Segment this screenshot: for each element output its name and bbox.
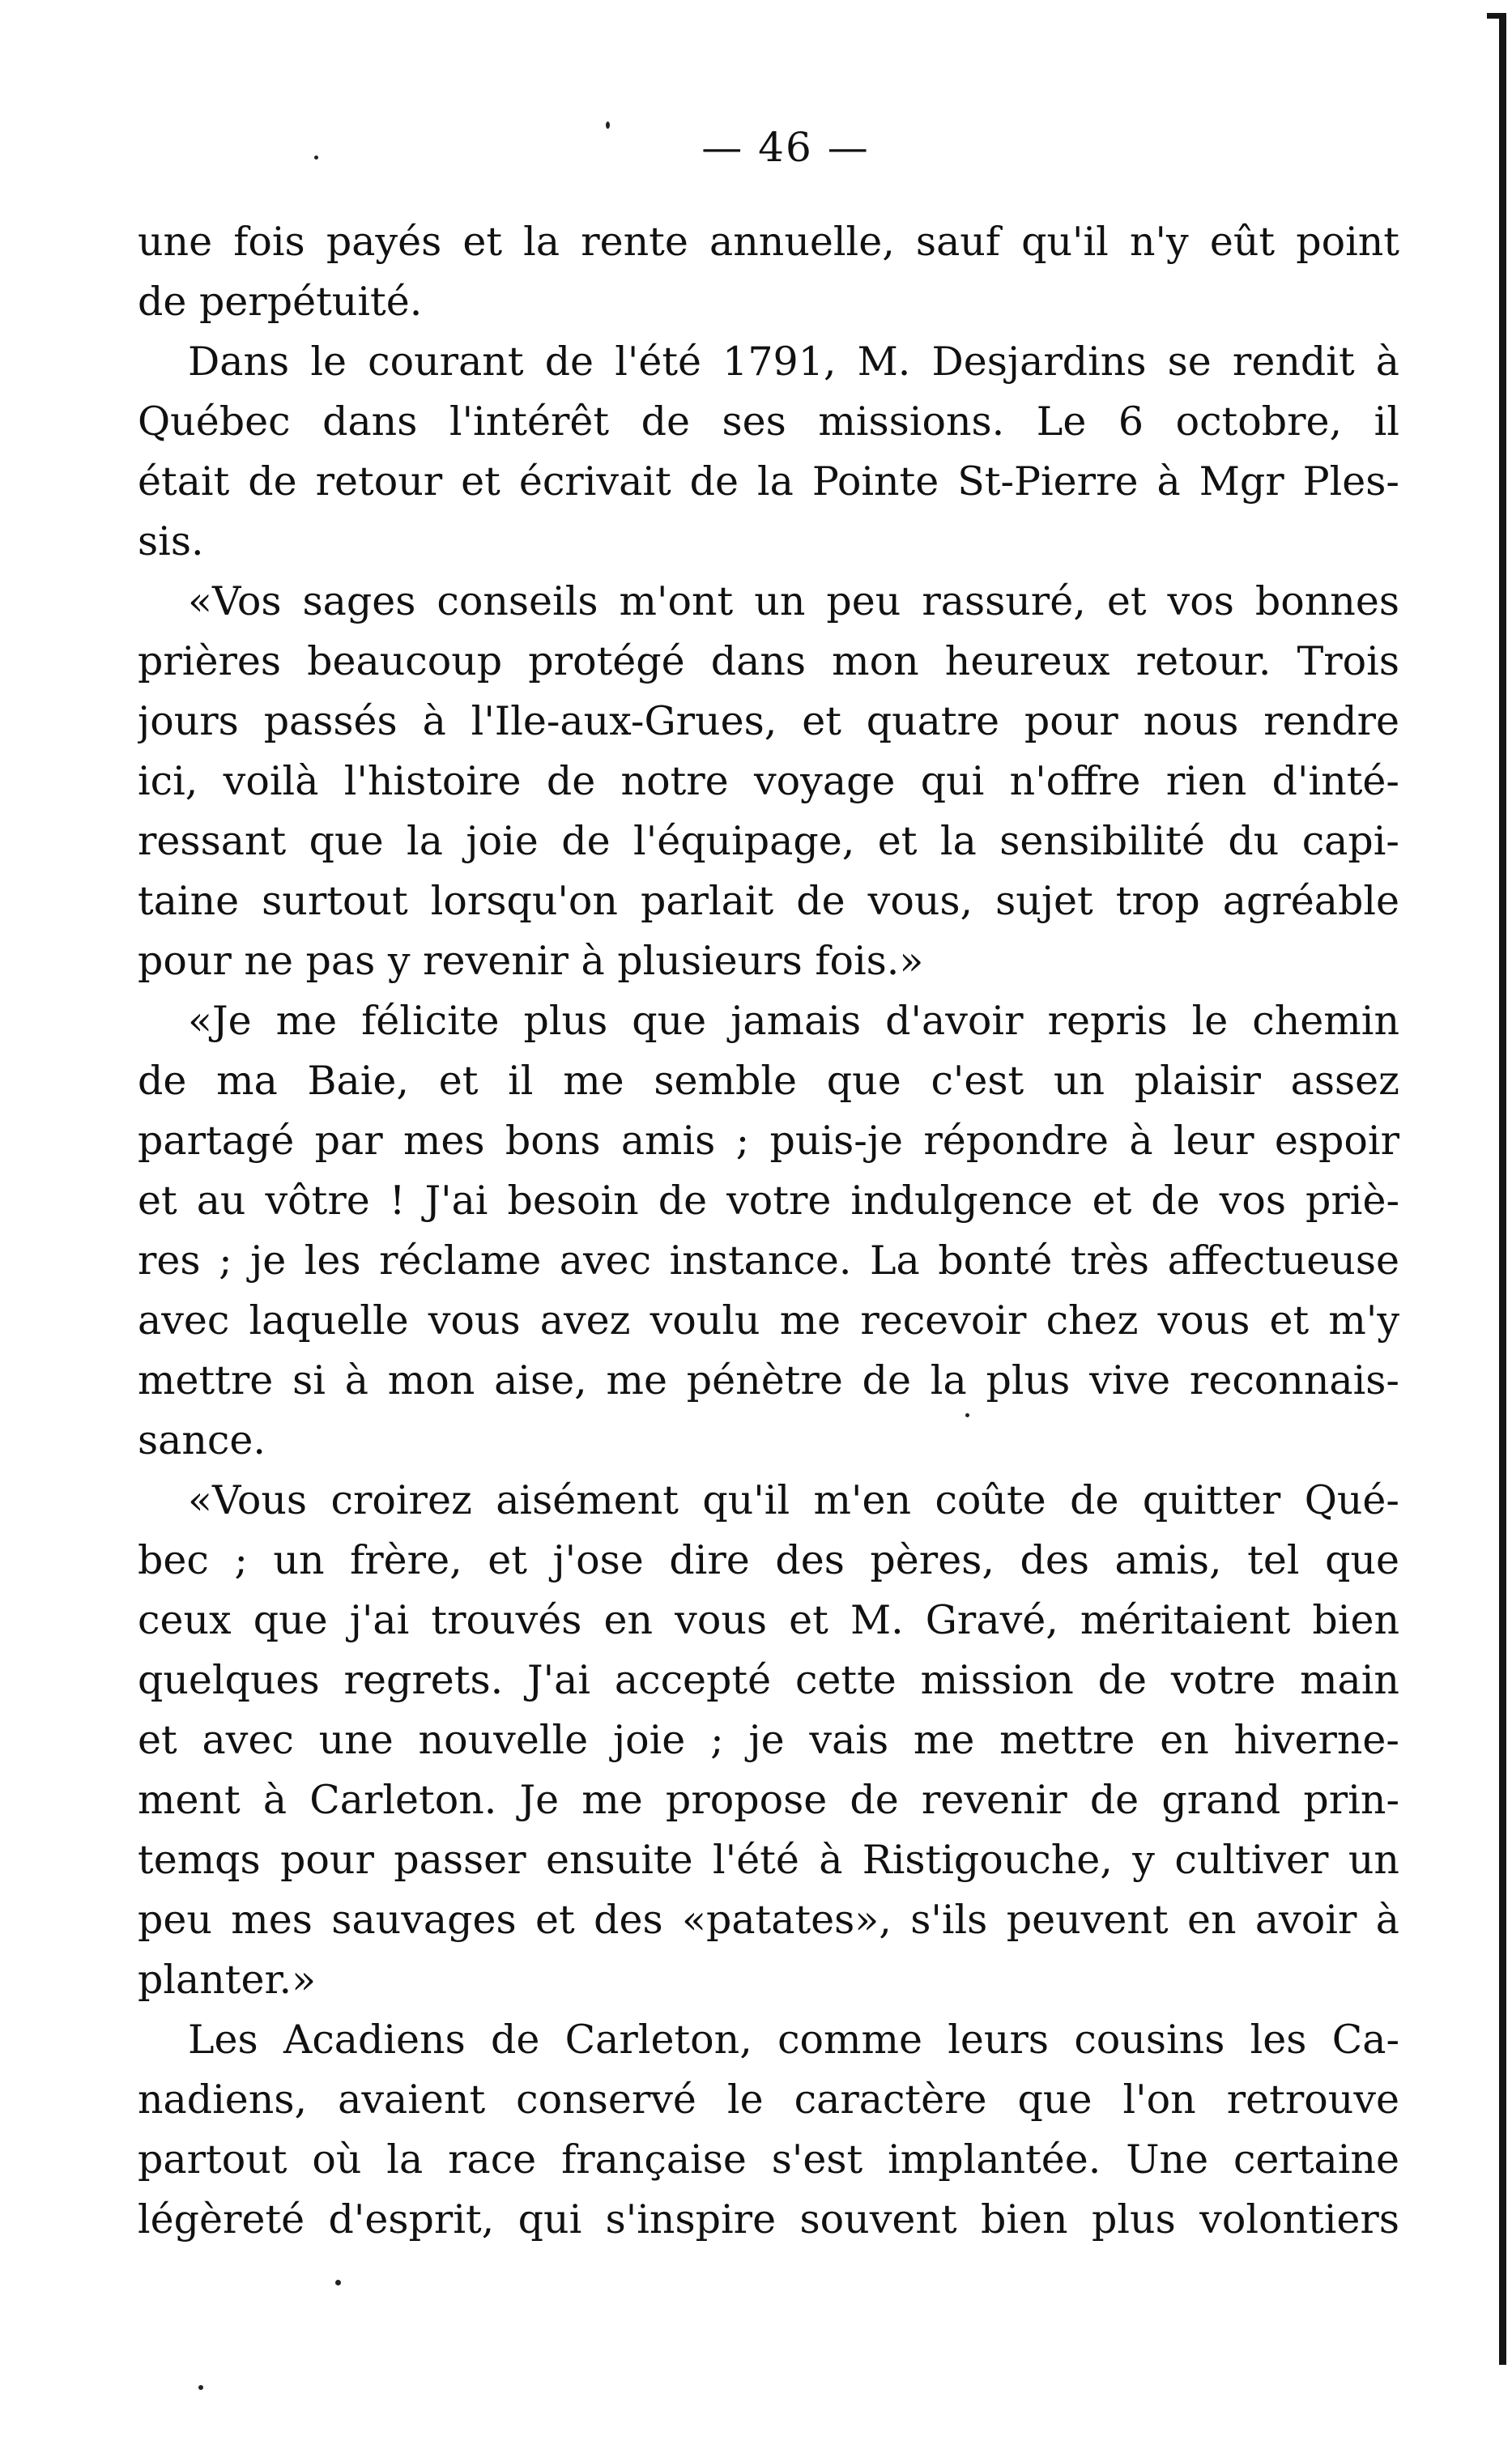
text-line: était de retour et écrivait de la Pointe St-Pierre à Mgr Ples- (138, 458, 1399, 505)
text-line: planter.» (138, 1957, 317, 2003)
text-line: ceux que j'ai trouvés en vous et M. Gravé, méritaient bien (138, 1597, 1399, 1643)
body-text (138, 212, 1399, 2250)
text-line: peu mes sauvages et des «patates», s'ils peuvent en avoir à (138, 1897, 1399, 1943)
ink-speck (965, 1413, 969, 1417)
text-line: taine surtout lorsqu'on parlait de vous, sujet trop agréable (138, 878, 1399, 924)
paragraph-start-line: Dans le courant de l'été 1791, M. Desjardins se rendit à (188, 339, 1399, 385)
text-line: quelques regrets. J'ai accepté cette mission de votre main (138, 1657, 1399, 1703)
text-line: de ma Baie, et il me semble que c'est un plaisir assez (138, 1058, 1399, 1104)
ink-speck (606, 121, 610, 129)
text-line: sis. (138, 518, 204, 564)
text-line: res ; je les réclame avec instance. La bonté très affectueuse (138, 1237, 1399, 1284)
paragraph-start-line: «Je me félicite plus que jamais d'avoir repris le chemin (188, 998, 1399, 1044)
text-line: partout où la race française s'est implantée. Une certaine (138, 2136, 1399, 2183)
text-line: sance. (138, 1417, 266, 1463)
ink-speck (314, 155, 318, 160)
ink-speck (198, 2385, 203, 2390)
text-line: mettre si à mon aise, me pénètre de la plus vive reconnais- (138, 1357, 1399, 1404)
text-line: avec laquelle vous avez voulu me recevoir chez vous et m'y (138, 1297, 1399, 1344)
text-line: temqs pour passer ensuite l'été à Ristigouche, y cultiver un (138, 1837, 1399, 1883)
text-line: Québec dans l'intérêt de ses missions. Le 6 octobre, il (138, 398, 1399, 445)
text-line: nadiens, avaient conservé le caractère que l'on retrouve (138, 2077, 1399, 2123)
text-line: prières beaucoup protégé dans mon heureux retour. Trois (138, 638, 1399, 684)
text-line: pour ne pas y revenir à plusieurs fois.» (138, 938, 924, 984)
text-line: bec ; un frère, et j'ose dire des pères, des amis, tel que (138, 1537, 1399, 1583)
page-number: — 46 — (701, 124, 870, 171)
text-line: une fois payés et la rente annuelle, sauf qu'il n'y eût point (138, 219, 1399, 265)
paragraph-start-line: «Vos sages conseils m'ont un peu rassuré, et vos bonnes (188, 578, 1399, 624)
text-line: et avec une nouvelle joie ; je vais me mettre en hiverne- (138, 1717, 1399, 1763)
text-line: de perpétuité. (138, 279, 423, 325)
text-line: ment à Carleton. Je me propose de revenir de grand prin- (138, 1777, 1399, 1823)
text-line: partagé par mes bons amis ; puis-je répondre à leur espoir (138, 1118, 1399, 1164)
ink-speck (335, 2280, 341, 2285)
page-edge-rule (1499, 16, 1506, 2365)
paragraph-start-line: Les Acadiens de Carleton, comme leurs cousins les Ca- (188, 2017, 1399, 2063)
text-line: légèreté d'esprit, qui s'inspire souvent bien plus volontiers (138, 2196, 1399, 2243)
text-line: et au vôtre ! J'ai besoin de votre indulgence et de vos priè- (138, 1178, 1399, 1224)
text-line: ici, voilà l'histoire de notre voyage qui n'offre rien d'inté- (138, 758, 1399, 804)
text-line: ressant que la joie de l'équipage, et la sensibilité du capi- (138, 818, 1399, 864)
paragraph-start-line: «Vous croirez aisément qu'il m'en coûte de quitter Qué- (188, 1477, 1399, 1523)
text-line: jours passés à l'Ile-aux-Grues, et quatre pour nous rendre (138, 698, 1399, 744)
